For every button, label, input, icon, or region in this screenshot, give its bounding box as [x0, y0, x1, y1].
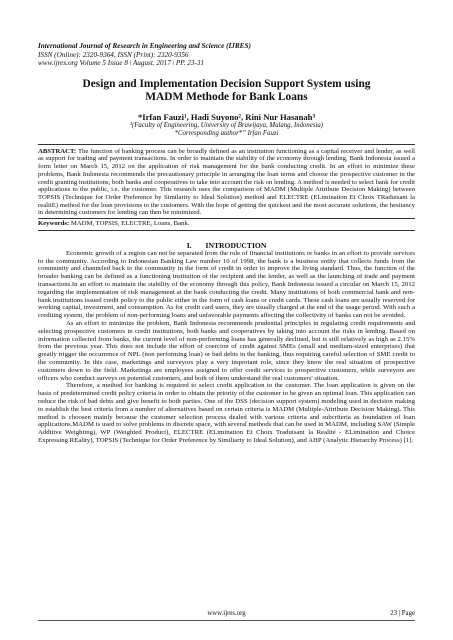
abstract-block — [38, 144, 415, 219]
footer-url: www.ijres.org — [207, 610, 246, 617]
abstract-label: ABSTRACT: — [38, 147, 77, 155]
keywords-text: MADM, TOPSIS, ELECTRE, Loans, Bank. — [70, 220, 190, 228]
author-affiliation: ¹(Faculty of Engineering, University of Brawijaya, Malang, Indonesia) — [129, 122, 324, 130]
journal-issn: ISSN (Online): 2320-9364, ISSN (Print): 2320-9356 — [38, 50, 189, 59]
body-paragraph: Economic growth of a region can not be separated from the role of financial institutions or banks in an effort to provide services to the community. According to Indonesian Banking Law number 10 of 1998, the bank is a business entity that collects funds from the community and channeled back to the community in the form of credit in order to improve the living standard. Thus, the function of the broader banking can be defined as a functioning institution of the recipient and the lender, as well as the launching of trade and payment transactions.In an effort to maintain the stability of the economy through this policy, Bank Indonesia issued a circular on March 15, 2012 regarding the implementation of risk management at the bank conducting the credit. Many institutions of both commercial bank and non-bank institutions issued credit policy to the public either in the form of cash loans or credit cards. These cash loans are usually reserved for working capital, investment, and consumption. As for credit card users, they are usually charged at the end of the usage period. With such a crediting system, the problem of non-performing loans and unfavorable payments affecting the collectivity of banks can not be avoided. — [38, 249, 415, 320]
journal-title: International Journal of Research in Engineering and Science (IJRES) — [38, 42, 251, 50]
paper-title-line-2: MADM Methode for Bank Loans — [145, 90, 308, 103]
section-title: INTRODUCTION — [205, 240, 267, 250]
paper-title-line-1: Design and Implementation Decision Support System using — [82, 77, 371, 90]
author-list: *Irfan Fauzi¹, Hadi Suyono², Rini Nur Hasanah³ — [137, 112, 316, 123]
section-number: I. — [186, 240, 192, 250]
abstract-text: The function of banking process can be broadly defined as an institution functioning as a capital receiver and lender, as well as support for trading and payment transactions. In order to maintain the stability of the economy through lending, Bank Indonesia issued a form letter on March 15, 2012 on the application of risk management for the bank conducting credit. In an effort to minimize these problems, Bank Indonesia recommends the precautionary principle in arranging the loan terms and choose the prospective customer in the credit granting institutions, both banks and cooperatives to take into account the risk on lending. A method is needed to select bank for credit applications to the public, i.e. the customer. This research uses the comparison of MADM (Multiple Attribute Decision Making) between TOPSIS (Technique for Order Preference by Similarity to Ideal Solution) method and ELECTRE (ELimination Et Choix TRaduisant la realitE) method for the loan provisions to the customers. With the hope of getting the quickest and the most accurate solutions, the hesitancy in determining customers for lending can then be minimized. — [38, 147, 415, 217]
journal-issue: www.ijres.org Volume 5 Issue 8 ǀ August. 2017 ǀ PP. 23-31 — [38, 59, 205, 68]
footer-page-number: 23 | Page — [390, 610, 415, 617]
section-heading — [38, 241, 415, 250]
keywords-label: Keywords: — [38, 220, 70, 228]
body-paragraph: As an effort to minimize the problem, Bank Indonesia recommends prudential principles in regulating credit requirements and selecting prospective customers in credit institutions, both banks and cooperatives by taking into account the risks in lending. Based on information collected from banks, the current level of non-performing loans has generally declined, but is still relatively as high as 2.15% from the previous year. This does not include the effort of coercion of credit against SMEs (small and medium-sized enterprises) that greatly trigger the occurrence of NPL (non performing loan) or bad debts in the banking, thus requiring careful selection of SME credit to the community. In this case, marketings and surveyors play a very important role, since they know the real situation of prospective customers down to the field. Marketings are employees assigned to offer credit services to prospective customers, while surveyors are officers who conduct surveys on potential customers, and both of them understand the real customers' situation. — [38, 319, 415, 382]
keywords-line — [38, 220, 415, 228]
footer-divider — [38, 620, 415, 621]
corresponding-author: *Corresponding author*” Irfan Fauzi — [174, 129, 279, 137]
body-paragraph: Therefore, a method for banking is required to select credit application to the customer. The loan application is given on the basis of predetermined credit policy criteria in order to obtain the priority of the customer to be given an optimal loan. This application can reduce the risk of bad debts and give benefit to both parties. One of the DSS (decision support system) modeling used in decision making to establish the best criteria from a number of alternatives based on certain criteria is MADM (Multiple-Attribute Decision Making). This method is choosen mainly because the customer selection process dealed with various criteria and subcriteria as foundation of loan applications.MADM is used to solve problems in discrete space, with several methods that can be used in MADM, including SAW (Simple Additive Weighting), WP (Weighted Product), ELECTRE (ELimination Et Choix Traduisant la Realité - ELimination and Choice Expressing REality), TOPSIS (Technique for Order Preference by Similiarty to Ideal Solution), and AHP (Analytic Hierarchy Process) [1]. — [38, 382, 415, 444]
keywords-divider — [38, 230, 415, 231]
paper-title — [38, 78, 415, 104]
journal-header — [38, 42, 415, 68]
